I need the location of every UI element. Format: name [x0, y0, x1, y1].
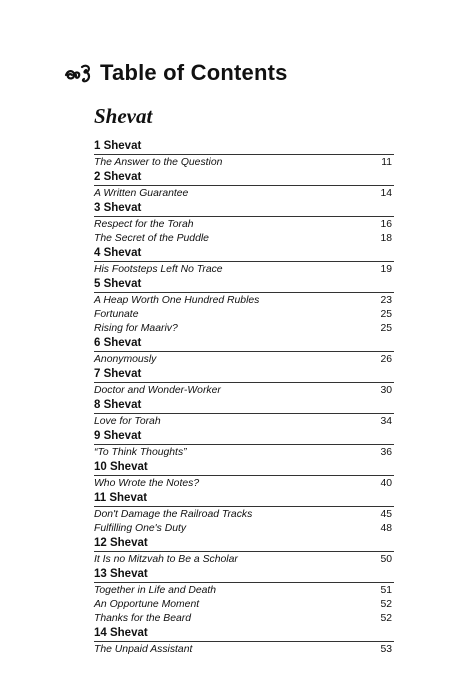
toc-group-heading: 2 Shevat: [94, 170, 142, 183]
toc-entry[interactable]: [94, 156, 394, 170]
toc-entry-title: Don't Damage the Railroad Tracks: [94, 509, 253, 521]
toc-group-heading: 4 Shevat: [94, 247, 142, 260]
toc-divider: [94, 506, 394, 507]
toc-entry[interactable]: [94, 415, 394, 429]
toc-group-heading: 5 Shevat: [94, 278, 142, 291]
toc-entry-page-number: 25: [380, 309, 392, 321]
toc-entry-title: Respect for the Torah: [94, 218, 194, 230]
toc-entry-page-number: 52: [380, 599, 392, 611]
page-header: [64, 60, 288, 86]
page-title: Table of Contents: [100, 60, 288, 85]
toc-entry[interactable]: [94, 353, 394, 367]
toc-entry-page-number: 36: [380, 447, 392, 459]
toc-entry-page-number: 11: [381, 156, 392, 168]
toc-entry[interactable]: [94, 598, 394, 612]
toc-entry[interactable]: [94, 263, 394, 277]
toc-group-heading: 12 Shevat: [94, 537, 148, 550]
toc-divider: [94, 641, 394, 642]
toc-divider: [94, 351, 394, 352]
toc-divider: [94, 185, 394, 186]
toc-entry-page-number: 53: [380, 644, 392, 656]
toc-entry[interactable]: [94, 232, 394, 246]
toc-divider: [94, 582, 394, 583]
toc-entry[interactable]: [94, 294, 394, 308]
toc-entry[interactable]: [94, 643, 394, 657]
toc-entry-title: It Is no Mitzvah to Be a Scholar: [94, 554, 238, 566]
toc-entry-title: Who Wrote the Notes?: [94, 478, 200, 490]
toc-entry[interactable]: [94, 612, 394, 626]
toc-entry-page-number: 40: [380, 478, 392, 490]
toc-group-heading: 7 Shevat: [94, 368, 142, 381]
toc-entry-title: The Answer to the Question: [94, 156, 223, 168]
toc-entry[interactable]: [94, 218, 394, 232]
toc-group-heading: 1 Shevat: [94, 140, 142, 152]
toc-entry[interactable]: [94, 187, 394, 201]
toc-entry[interactable]: [94, 384, 394, 398]
toc-entry-page-number: 23: [380, 294, 392, 306]
toc-group-heading: 3 Shevat: [94, 201, 142, 214]
toc-entry[interactable]: [94, 308, 394, 322]
toc-entry-title: His Footsteps Left No Trace: [94, 263, 223, 275]
toc-divider: [94, 261, 394, 262]
toc-entry-title: Thanks for the Beard: [94, 613, 192, 625]
toc-group-heading: 8 Shevat: [94, 399, 142, 412]
toc-divider: [94, 216, 394, 217]
toc-entry[interactable]: [94, 522, 394, 536]
toc-entry-title: A Written Guarantee: [94, 187, 189, 199]
toc-group-heading: 11 Shevat: [94, 492, 148, 505]
toc-entry-title: Doctor and Wonder-Worker: [94, 385, 221, 397]
toc-entry-title: The Secret of the Puddle: [94, 232, 209, 244]
toc-entry-title: Fulfilling One's Duty: [94, 523, 187, 535]
toc-entry-page-number: 45: [380, 509, 392, 521]
section-title: Shevat: [94, 104, 153, 128]
toc-entry-page-number: 19: [380, 263, 392, 275]
toc-entry-title: An Opportune Moment: [94, 599, 200, 611]
toc-entry-page-number: 30: [380, 385, 392, 397]
toc-entry-title: A Heap Worth One Hundred Rubles: [94, 294, 260, 306]
toc-entry-page-number: 34: [380, 416, 392, 428]
toc-entry-title: Rising for Maariv?: [94, 323, 178, 335]
toc-divider: [94, 551, 394, 552]
toc-group-heading: 6 Shevat: [94, 337, 142, 350]
toc-group-heading: 10 Shevat: [94, 461, 148, 474]
toc-divider: [94, 413, 394, 414]
toc-entry-title: Anonymously: [94, 354, 157, 366]
toc-entry-title: The Unpaid Assistant: [94, 644, 193, 656]
toc-entry[interactable]: [94, 322, 394, 336]
toc-divider: [94, 292, 394, 293]
toc-entry-page-number: 52: [380, 613, 392, 625]
toc-entry-title: Love for Torah: [94, 416, 161, 428]
toc-entry-page-number: 51: [380, 585, 392, 597]
toc-group-heading: 13 Shevat: [94, 568, 148, 581]
toc-entry-page-number: 25: [380, 323, 392, 335]
toc-entry-page-number: 18: [380, 232, 392, 244]
toc-group-heading: 14 Shevat: [94, 627, 148, 640]
toc-divider: [94, 382, 394, 383]
toc-entry-page-number: 26: [380, 354, 392, 366]
toc-entry[interactable]: [94, 553, 394, 567]
toc-group-heading: 9 Shevat: [94, 430, 142, 443]
toc-divider: [94, 154, 394, 155]
toc-entry-page-number: 16: [380, 218, 392, 230]
decorative-flourish-icon: [64, 61, 94, 85]
toc-entry-page-number: 48: [380, 523, 392, 535]
toc-entry[interactable]: [94, 446, 394, 460]
toc-entry-title: Together in Life and Death: [94, 585, 217, 597]
toc-entry-page-number: 14: [380, 187, 392, 199]
toc-entry[interactable]: [94, 584, 394, 598]
toc-entry-page-number: 50: [380, 554, 392, 566]
toc-entry[interactable]: [94, 477, 394, 491]
toc-divider: [94, 444, 394, 445]
table-of-contents: [94, 139, 394, 657]
toc-divider: [94, 475, 394, 476]
toc-entry[interactable]: [94, 508, 394, 522]
toc-entry-title: “To Think Thoughts”: [94, 447, 187, 459]
toc-entry-title: Fortunate: [94, 309, 139, 321]
